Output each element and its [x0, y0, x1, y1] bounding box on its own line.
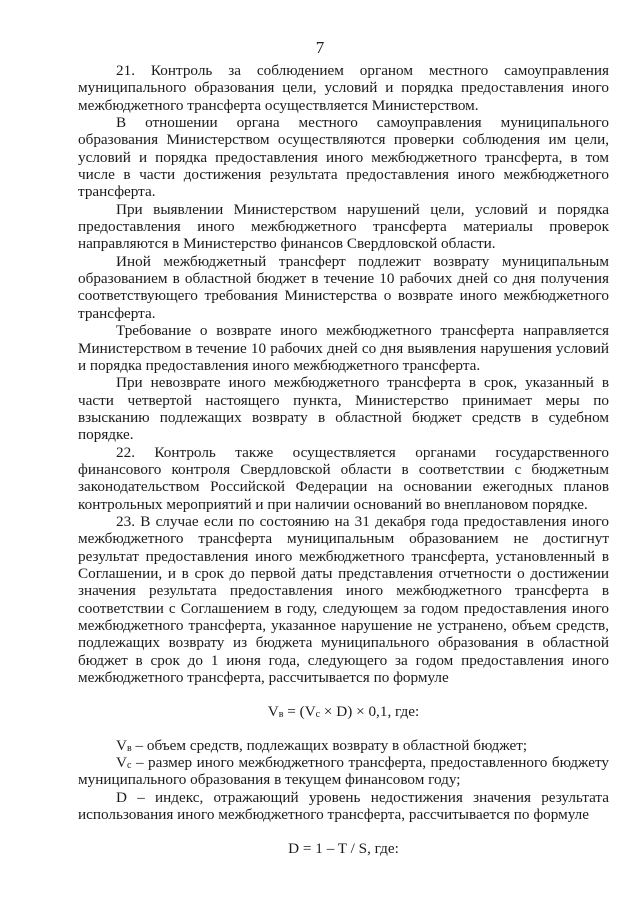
- paragraph: Требование о возврате иного межбюджетного трансферта направляется Министерством в течение 10 рабочих дней со дня выявления нарушения условий и порядка предоставления иного межбюджетного трансферта.: [78, 322, 609, 374]
- formula-subscript: в: [278, 709, 284, 721]
- paragraph: Иной межбюджетный трансферт подлежит возврату муниципальным образованием в областной бюджет в течение 10 рабочих дней со дня получения соответствующего требования Министерства о возврате иного межбюджетного трансферта.: [78, 252, 609, 322]
- definition-text: – размер иного межбюджетного трансферта, предоставленного бюджету муниципального образования в текущем финансовом году;: [78, 754, 609, 789]
- paragraph-22: 22. Контроль также осуществляется органами государственного финансового контроля Свердловской области в соответствии с бюджетным законодательством Российской Федерации на основании ежегодных планов контрольных мероприятий и при наличии оснований во внеплановом порядке.: [78, 443, 609, 513]
- formula-index-d: D = 1 – T / S, где:: [288, 840, 399, 858]
- definition-text: – индекс, отражающий уровень недостижения значения результата использования иного межбюджетного трансферта, рассчитывается по формуле: [78, 788, 609, 824]
- document-body: [78, 62, 609, 858]
- paragraph-23: 23. В случае если по состоянию на 31 декабря года предоставления иного межбюджетного трансферта муниципальным образованием не достигнут результат предоставления иного межбюджетного трансферта, установленный в Соглашении, и в срок до первой даты представления отчетности о достижении значения результата предоставления иного межбюджетного трансферта в соответствии с Соглашением в году, следующем за годом предоставления иного межбюджетного трансферта, указанное нарушение не устранено, объем средств, подлежащих возврату из бюджета муниципального образования в областной бюджет в срок до 1 июня года, следующего за годом предоставления иного межбюджетного трансферта, рассчитывается по формуле: [78, 512, 609, 687]
- formula-subscript: с: [315, 709, 321, 721]
- definition-symbol: D: [116, 788, 127, 806]
- definition-symbol: V: [116, 736, 127, 754]
- definition-subscript: в: [126, 742, 132, 754]
- definition-subscript: с: [126, 760, 132, 772]
- formula-symbol: V: [267, 703, 279, 721]
- paragraph: При невозврате иного межбюджетного трансферта в срок, указанный в части четвертой настоящего пункта, Министерство принимает меры по взысканию подлежащих возврату в областной бюджет средств в судебном порядке.: [78, 374, 609, 444]
- definition-vv: [78, 737, 609, 754]
- paragraph: При выявлении Министерством нарушений цели, условий и порядка предоставления иного межбюджетного трансферта материалы проверок направляются в Министерство финансов Свердловской области.: [78, 200, 609, 253]
- paragraph: В отношении органа местного самоуправления муниципального образования Министерством осуществляются проверки соблюдения им цели, условий и порядка предоставления иного межбюджетного трансферта, в том числе в части достижения результата предоставления иного межбюджетного трансферта.: [78, 114, 609, 201]
- definition-d: [78, 789, 609, 824]
- page-number: 7: [315, 38, 325, 57]
- definition-text: – объем средств, подлежащих возврату в областной бюджет;: [131, 736, 528, 754]
- formula-refund-volume: [78, 686, 609, 736]
- formula-text: = (V: [283, 703, 316, 721]
- definition-symbol: V: [116, 754, 127, 772]
- formula-text: × D) × 0,1, где:: [320, 703, 420, 721]
- paragraph-21: 21. Контроль за соблюдением органом местного самоуправления муниципального образования цели, условий и порядка предоставления иного межбюджетного трансферта осуществляется Министерством.: [78, 62, 609, 114]
- definition-vc: [78, 754, 609, 789]
